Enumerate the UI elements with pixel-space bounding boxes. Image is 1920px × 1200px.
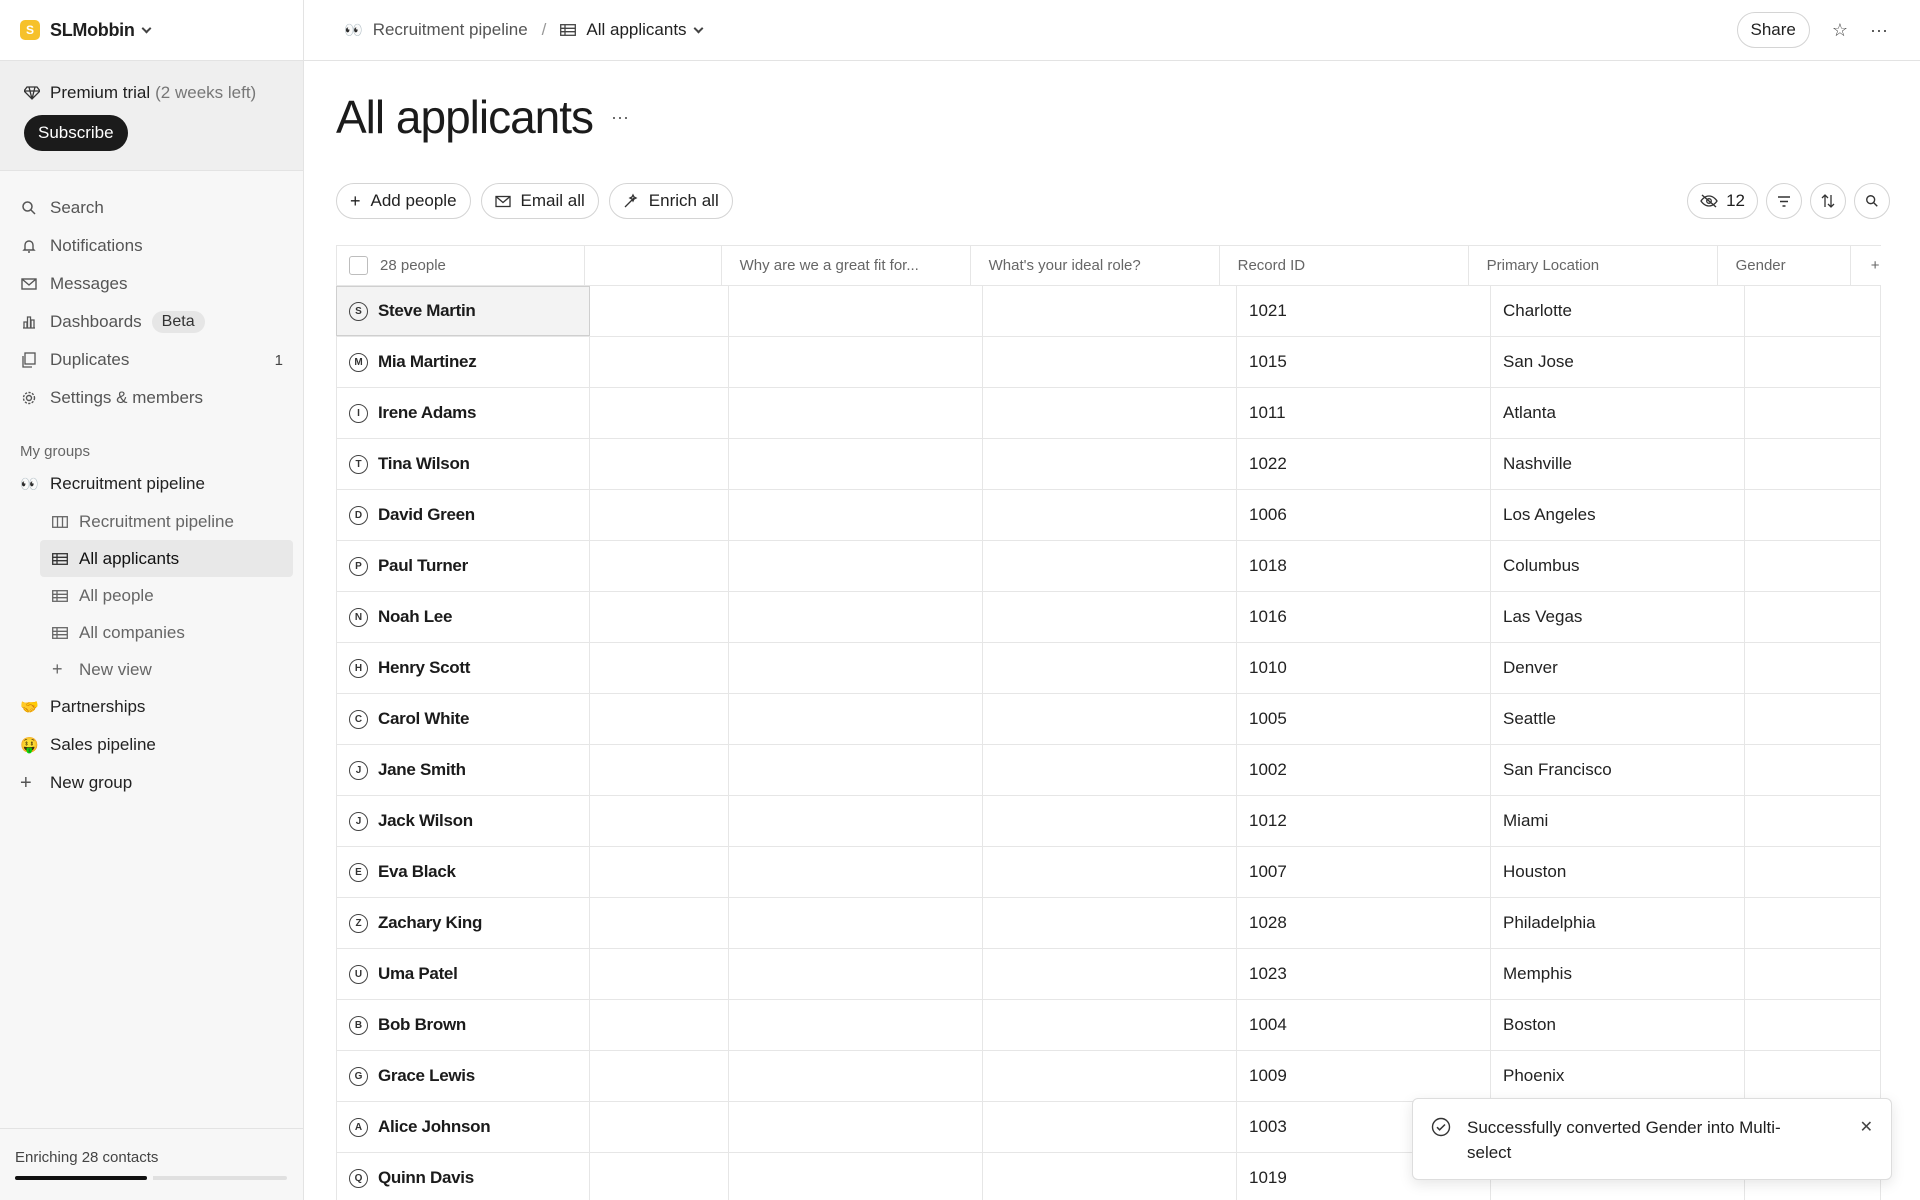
mail-icon: [495, 195, 511, 208]
gender-cell[interactable]: [1745, 388, 1881, 438]
gender-cell[interactable]: [1745, 898, 1881, 948]
bell-icon: [20, 237, 38, 255]
new-view-button[interactable]: [40, 651, 293, 688]
great-fit-cell[interactable]: [729, 898, 983, 948]
table-row[interactable]: [336, 694, 1881, 745]
nav-notifications-label: Notifications: [50, 236, 143, 255]
avatar: I: [349, 404, 368, 423]
great-fit-cell[interactable]: [729, 286, 983, 336]
breadcrumb: [344, 20, 702, 40]
name-cell[interactable]: [336, 286, 590, 336]
gear-icon: [20, 389, 38, 407]
person-name[interactable]: Quinn Davis: [378, 1168, 474, 1187]
name-cell[interactable]: [336, 898, 590, 948]
avatar: T: [349, 455, 368, 474]
table-row[interactable]: [336, 388, 1881, 439]
record-id-cell[interactable]: 1010: [1237, 643, 1491, 693]
header-column[interactable]: What's your ideal role?: [971, 246, 1220, 285]
location-cell[interactable]: Atlanta: [1491, 388, 1745, 438]
record-id-cell[interactable]: 1022: [1237, 439, 1491, 489]
record-id-cell[interactable]: 1021: [1237, 286, 1491, 336]
header-name[interactable]: [336, 246, 585, 285]
avatar: D: [349, 506, 368, 525]
ideal-role-cell[interactable]: [983, 1102, 1237, 1152]
great-fit-cell[interactable]: [729, 541, 983, 591]
name-cell[interactable]: [336, 1153, 590, 1200]
ideal-role-cell[interactable]: [983, 592, 1237, 642]
person-name[interactable]: Bob Brown: [378, 1015, 466, 1034]
enrich-all-button[interactable]: [609, 183, 733, 219]
table-row[interactable]: [336, 1051, 1881, 1102]
ideal-role-cell[interactable]: [983, 286, 1237, 336]
view-label: Recruitment pipeline: [79, 511, 234, 531]
trial-banner: [0, 61, 303, 171]
applicants-table: [336, 245, 1881, 1200]
empty-cell[interactable]: [590, 949, 729, 999]
duplicates-count: 1: [274, 351, 283, 369]
location-cell[interactable]: San Jose: [1491, 337, 1745, 387]
empty-cell[interactable]: [590, 337, 729, 387]
person-name[interactable]: Steve Martin: [378, 301, 476, 320]
gender-cell[interactable]: [1745, 490, 1881, 540]
gender-cell[interactable]: [1745, 745, 1881, 795]
ideal-role-cell[interactable]: [983, 439, 1237, 489]
add-people-button[interactable]: [336, 183, 471, 219]
avatar: J: [349, 812, 368, 831]
record-id-cell[interactable]: 1012: [1237, 796, 1491, 846]
avatar: N: [349, 608, 368, 627]
name-cell[interactable]: [336, 1000, 590, 1050]
toast-message: Successfully converted Gender into Multi-select: [1467, 1118, 1781, 1162]
gender-cell[interactable]: [1745, 694, 1881, 744]
record-id-cell[interactable]: 1003: [1237, 1102, 1491, 1152]
name-cell[interactable]: [336, 694, 590, 744]
table-row[interactable]: [336, 439, 1881, 490]
view-label: All applicants: [79, 548, 180, 568]
sort-button[interactable]: [1810, 183, 1846, 219]
nav-dashboards[interactable]: [0, 303, 303, 341]
gender-cell[interactable]: [1745, 643, 1881, 693]
empty-cell[interactable]: [590, 1051, 729, 1101]
person-name[interactable]: Mia Martinez: [378, 352, 477, 371]
name-cell[interactable]: [336, 949, 590, 999]
gender-cell[interactable]: [1745, 286, 1881, 336]
person-name[interactable]: Jane Smith: [378, 760, 466, 779]
eyes-icon: 👀: [20, 476, 39, 493]
location-cell[interactable]: San Francisco: [1491, 745, 1745, 795]
gem-icon: [24, 86, 40, 100]
nav-notifications[interactable]: [0, 227, 303, 265]
ideal-role-cell[interactable]: [983, 1153, 1237, 1200]
record-id-cell[interactable]: 1028: [1237, 898, 1491, 948]
table-search-button[interactable]: [1854, 183, 1890, 219]
ideal-role-cell[interactable]: [983, 388, 1237, 438]
empty-cell[interactable]: [590, 286, 729, 336]
great-fit-cell[interactable]: [729, 388, 983, 438]
person-name[interactable]: Eva Black: [378, 862, 456, 881]
table-icon: [52, 553, 70, 565]
table-row[interactable]: [336, 1000, 1881, 1051]
header-column[interactable]: Record ID: [1220, 246, 1469, 285]
chevron-down-icon[interactable]: [693, 23, 703, 33]
table-row[interactable]: [336, 490, 1881, 541]
avatar: Q: [349, 1169, 368, 1188]
location-cell[interactable]: Nashville: [1491, 439, 1745, 489]
location-cell[interactable]: Boston: [1491, 1000, 1745, 1050]
great-fit-cell[interactable]: [729, 1102, 983, 1152]
table-row[interactable]: [336, 592, 1881, 643]
enrichment-label: Enriching 28 contacts: [15, 1149, 159, 1166]
breadcrumb-parent[interactable]: Recruitment pipeline: [372, 20, 528, 39]
plus-icon: +: [350, 190, 361, 211]
group-sales-pipeline[interactable]: [0, 726, 303, 764]
view-recruitment-pipeline[interactable]: [40, 503, 293, 540]
header-column[interactable]: [585, 246, 722, 285]
money-face-icon: 🤑: [20, 737, 39, 754]
view-all-people[interactable]: [40, 577, 293, 614]
great-fit-cell[interactable]: [729, 847, 983, 897]
location-cell[interactable]: Las Vegas: [1491, 592, 1745, 642]
workspace-logo: S: [20, 20, 40, 40]
record-id-cell[interactable]: 1011: [1237, 388, 1491, 438]
nav-search-label: Search: [50, 198, 104, 217]
page-title: All applicants: [336, 91, 594, 143]
ideal-role-cell[interactable]: [983, 541, 1237, 591]
great-fit-cell[interactable]: [729, 1153, 983, 1200]
record-id-cell[interactable]: 1005: [1237, 694, 1491, 744]
table-row[interactable]: [336, 847, 1881, 898]
gender-cell[interactable]: [1745, 847, 1881, 897]
great-fit-cell[interactable]: [729, 337, 983, 387]
ideal-role-cell[interactable]: [983, 847, 1237, 897]
empty-cell[interactable]: [590, 694, 729, 744]
breadcrumb-current[interactable]: All applicants: [586, 20, 687, 39]
hidden-fields-button[interactable]: [1687, 183, 1758, 219]
view-all-companies[interactable]: [40, 614, 293, 651]
gender-cell[interactable]: [1745, 1000, 1881, 1050]
person-name[interactable]: David Green: [378, 505, 475, 524]
gender-cell[interactable]: [1745, 592, 1881, 642]
new-group-button[interactable]: [0, 764, 303, 802]
name-cell[interactable]: [336, 1051, 590, 1101]
location-cell[interactable]: Miami: [1491, 796, 1745, 846]
location-cell[interactable]: Los Angeles: [1491, 490, 1745, 540]
beta-badge: Beta: [152, 311, 205, 333]
avatar: C: [349, 710, 368, 729]
person-name[interactable]: Zachary King: [378, 913, 483, 932]
person-name[interactable]: Tina Wilson: [378, 454, 470, 473]
great-fit-cell[interactable]: [729, 592, 983, 642]
nav-settings-label: Settings & members: [50, 388, 204, 407]
group-partnerships[interactable]: [0, 688, 303, 726]
table-row[interactable]: [336, 796, 1881, 847]
enrichment-progress-fill: [15, 1176, 147, 1180]
table-tools: [1687, 183, 1890, 219]
great-fit-cell[interactable]: [729, 1051, 983, 1101]
ideal-role-cell[interactable]: [983, 694, 1237, 744]
header-column[interactable]: Gender: [1718, 246, 1852, 285]
handshake-icon: 🤝: [20, 699, 39, 716]
person-name[interactable]: Carol White: [378, 709, 470, 728]
record-id-cell[interactable]: 1007: [1237, 847, 1491, 897]
plus-icon: +: [20, 771, 32, 794]
table-row[interactable]: [336, 643, 1881, 694]
avatar: M: [349, 353, 368, 372]
empty-cell[interactable]: [590, 1000, 729, 1050]
person-name[interactable]: Irene Adams: [378, 403, 477, 422]
people-count: 28 people: [380, 257, 446, 274]
person-name[interactable]: Jack Wilson: [378, 811, 473, 830]
location-cell[interactable]: Philadelphia: [1491, 898, 1745, 948]
empty-cell[interactable]: [590, 745, 729, 795]
avatar: G: [349, 1067, 368, 1086]
location-cell[interactable]: Memphis: [1491, 949, 1745, 999]
title-row: [336, 90, 629, 144]
empty-cell[interactable]: [590, 541, 729, 591]
group-label: Partnerships: [50, 697, 146, 716]
bar-chart-icon: [20, 313, 38, 331]
table-icon: [52, 627, 70, 639]
great-fit-cell[interactable]: [729, 745, 983, 795]
avatar: E: [349, 863, 368, 882]
name-cell[interactable]: [336, 847, 590, 897]
enrichment-status: [0, 1128, 303, 1200]
avatar: B: [349, 1016, 368, 1035]
location-cell[interactable]: Seattle: [1491, 694, 1745, 744]
name-cell[interactable]: [336, 388, 590, 438]
person-name[interactable]: Grace Lewis: [378, 1066, 475, 1085]
action-bar: [336, 183, 743, 219]
nav-settings[interactable]: [0, 379, 303, 417]
header-column[interactable]: Primary Location: [1469, 246, 1718, 285]
hidden-fields-count: 12: [1726, 191, 1745, 210]
table-row[interactable]: [336, 949, 1881, 1000]
workspace-name: SLMobbin: [50, 19, 135, 40]
great-fit-cell[interactable]: [729, 1000, 983, 1050]
location-cell[interactable]: Columbus: [1491, 541, 1745, 591]
close-icon[interactable]: ✕: [1859, 1119, 1873, 1136]
name-cell[interactable]: [336, 745, 590, 795]
record-id-cell[interactable]: 1004: [1237, 1000, 1491, 1050]
nav-duplicates-label: Duplicates: [50, 350, 130, 369]
view-label: All people: [79, 585, 154, 605]
check-circle-icon: [1431, 1117, 1451, 1163]
add-column-button[interactable]: +: [1870, 257, 1880, 274]
name-cell[interactable]: [336, 1102, 590, 1152]
ideal-role-cell[interactable]: [983, 337, 1237, 387]
ideal-role-cell[interactable]: [983, 949, 1237, 999]
search-icon: [1865, 194, 1879, 208]
group-label: Sales pipeline: [50, 735, 156, 754]
enrich-all-label: Enrich all: [648, 191, 719, 210]
empty-cell[interactable]: [590, 592, 729, 642]
workspace-switcher[interactable]: [0, 0, 303, 61]
name-cell[interactable]: [336, 592, 590, 642]
plus-icon: +: [52, 659, 63, 679]
empty-cell[interactable]: [590, 847, 729, 897]
gender-cell[interactable]: [1745, 796, 1881, 846]
name-cell[interactable]: [336, 439, 590, 489]
location-cell[interactable]: Phoenix: [1491, 1051, 1745, 1101]
ideal-role-cell[interactable]: [983, 643, 1237, 693]
trial-label: Premium trial: [50, 83, 151, 102]
nav-messages-label: Messages: [50, 274, 128, 293]
table-body: [336, 286, 1881, 1200]
name-cell[interactable]: [336, 643, 590, 693]
top-bar: [304, 0, 1920, 61]
location-cell[interactable]: Charlotte: [1491, 286, 1745, 336]
record-id-cell[interactable]: 1018: [1237, 541, 1491, 591]
empty-cell[interactable]: [590, 1153, 729, 1200]
great-fit-cell[interactable]: [729, 439, 983, 489]
more-icon[interactable]: ···: [611, 106, 630, 127]
filter-icon: [1777, 196, 1791, 207]
ideal-role-cell[interactable]: [983, 796, 1237, 846]
empty-cell[interactable]: [590, 643, 729, 693]
nav-messages[interactable]: [0, 265, 303, 303]
avatar: A: [349, 1118, 368, 1137]
view-label: New view: [79, 659, 152, 679]
add-people-label: Add people: [370, 191, 457, 210]
group-recruitment-pipeline[interactable]: [0, 465, 303, 503]
table-row[interactable]: [336, 745, 1881, 796]
header-column[interactable]: Why are we a great fit for...: [722, 246, 971, 285]
avatar: U: [349, 965, 368, 984]
enrichment-progress-gap: [147, 1176, 153, 1180]
table-row[interactable]: [336, 898, 1881, 949]
gender-cell[interactable]: [1745, 439, 1881, 489]
table-row[interactable]: [336, 541, 1881, 592]
gender-cell[interactable]: [1745, 1051, 1881, 1101]
more-icon[interactable]: ···: [1870, 19, 1888, 40]
gender-cell[interactable]: [1745, 337, 1881, 387]
subscribe-button[interactable]: Subscribe: [24, 115, 128, 151]
nav-search[interactable]: [0, 189, 303, 227]
gender-cell[interactable]: [1745, 541, 1881, 591]
nav-duplicates[interactable]: [0, 341, 303, 379]
avatar: S: [349, 302, 368, 321]
eye-off-icon: [1700, 194, 1718, 208]
toast-notification: [1412, 1098, 1892, 1180]
name-cell[interactable]: [336, 337, 590, 387]
eyes-icon: 👀: [344, 22, 363, 39]
nav-dashboards-label: Dashboards: [50, 312, 142, 331]
record-id-cell[interactable]: 1002: [1237, 745, 1491, 795]
great-fit-cell[interactable]: [729, 949, 983, 999]
my-groups-heading: My groups: [20, 442, 91, 460]
email-all-button[interactable]: [481, 183, 599, 219]
wand-icon: [623, 193, 639, 209]
trial-remaining: (2 weeks left): [155, 83, 257, 102]
record-id-cell[interactable]: 1016: [1237, 592, 1491, 642]
chevron-down-icon: [141, 23, 151, 33]
share-button[interactable]: Share: [1737, 12, 1810, 48]
view-label: All companies: [79, 622, 185, 642]
great-fit-cell[interactable]: [729, 490, 983, 540]
table-header: [336, 245, 1881, 286]
ideal-role-cell[interactable]: [983, 898, 1237, 948]
ideal-role-cell[interactable]: [983, 490, 1237, 540]
record-id-cell[interactable]: 1019: [1237, 1153, 1491, 1200]
person-name[interactable]: Noah Lee: [378, 607, 453, 626]
table-icon: [52, 590, 70, 602]
breadcrumb-separator: /: [541, 20, 547, 39]
ideal-role-cell[interactable]: [983, 745, 1237, 795]
mail-icon: [20, 275, 38, 293]
ideal-role-cell[interactable]: [983, 1000, 1237, 1050]
gender-cell[interactable]: [1745, 949, 1881, 999]
select-all-checkbox[interactable]: [349, 256, 368, 275]
avatar: J: [349, 761, 368, 780]
person-name[interactable]: Henry Scott: [378, 658, 471, 677]
empty-cell[interactable]: [590, 388, 729, 438]
copy-icon: [20, 351, 38, 369]
empty-cell[interactable]: [590, 490, 729, 540]
empty-cell[interactable]: [590, 898, 729, 948]
view-all-applicants[interactable]: [40, 540, 293, 577]
empty-cell[interactable]: [590, 796, 729, 846]
empty-cell[interactable]: [590, 1102, 729, 1152]
table-row[interactable]: [336, 337, 1881, 388]
person-name[interactable]: Paul Turner: [378, 556, 468, 575]
filter-button[interactable]: [1766, 183, 1802, 219]
name-cell[interactable]: [336, 541, 590, 591]
ideal-role-cell[interactable]: [983, 1051, 1237, 1101]
table-icon: [560, 24, 576, 36]
record-id-cell[interactable]: 1023: [1237, 949, 1491, 999]
name-cell[interactable]: [336, 796, 590, 846]
person-name[interactable]: Uma Patel: [378, 964, 458, 983]
great-fit-cell[interactable]: [729, 694, 983, 744]
great-fit-cell[interactable]: [729, 796, 983, 846]
kanban-icon: [52, 516, 70, 528]
location-cell[interactable]: Houston: [1491, 847, 1745, 897]
location-cell[interactable]: Denver: [1491, 643, 1745, 693]
main-nav: [0, 171, 303, 417]
avatar: P: [349, 557, 368, 576]
avatar: Z: [349, 914, 368, 933]
enrichment-progress-bar: [15, 1176, 287, 1180]
table-row[interactable]: [336, 286, 1881, 337]
star-icon[interactable]: ☆: [1831, 19, 1849, 40]
great-fit-cell[interactable]: [729, 643, 983, 693]
group-label: Recruitment pipeline: [50, 474, 205, 493]
empty-cell[interactable]: [590, 439, 729, 489]
record-id-cell[interactable]: 1015: [1237, 337, 1491, 387]
sidebar: [0, 0, 304, 1200]
sort-icon: [1821, 193, 1835, 209]
email-all-label: Email all: [520, 191, 585, 210]
person-name[interactable]: Alice Johnson: [378, 1117, 491, 1136]
new-group-label: New group: [50, 773, 133, 792]
avatar: H: [349, 659, 368, 678]
search-icon: [20, 199, 38, 217]
record-id-cell[interactable]: 1009: [1237, 1051, 1491, 1101]
record-id-cell[interactable]: 1006: [1237, 490, 1491, 540]
name-cell[interactable]: [336, 490, 590, 540]
